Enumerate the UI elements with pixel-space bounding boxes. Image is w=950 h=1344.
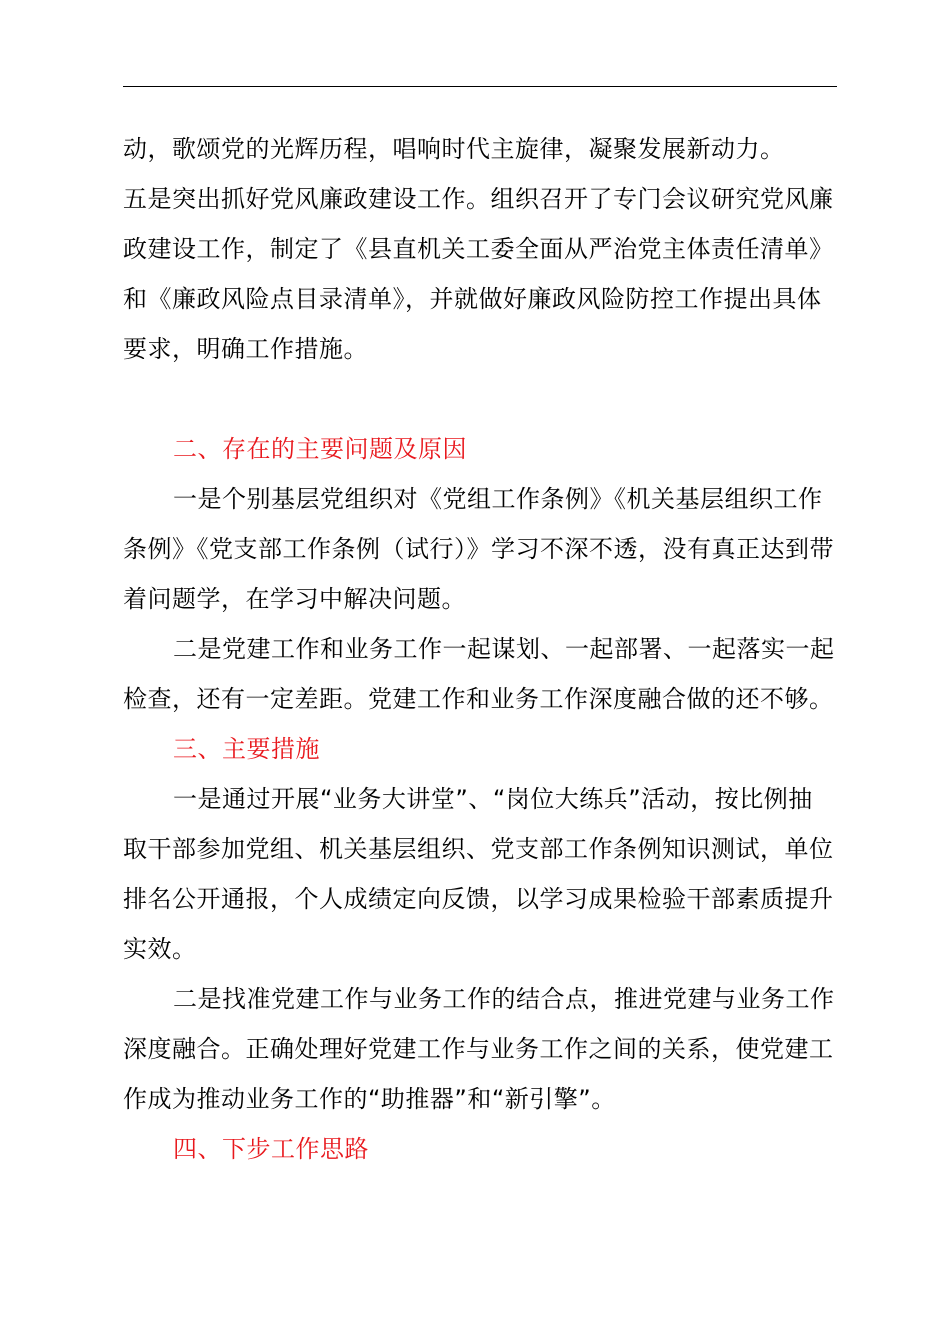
section-heading-problems: 二、存在的主要问题及原因: [173, 435, 467, 463]
section-heading-measures: 三、主要措施: [173, 735, 320, 763]
paragraph-continuation: 动，歌颂党的光辉历程，唱响时代主旋律，凝聚发展新动力。: [123, 135, 785, 163]
section-gap: [123, 374, 837, 424]
document-body: [123, 124, 837, 1174]
header-rule: [123, 86, 837, 87]
paragraph-problem-1: 一是个别基层党组织对《党组工作条例》《机关基层组织工作条例》《党支部工作条例（试行）》学习不深不透，没有真正达到带着问题学，在学习中解决问题。: [123, 485, 834, 613]
paragraph-anti-corruption: 五是突出抓好党风廉政建设工作。组织召开了专门会议研究党风廉政建设工作，制定了《县直机关工委全面从严治党主体责任清单》和《廉政风险点目录清单》，并就做好廉政风险防控工作提出具体要求，明确工作措施。: [123, 185, 834, 363]
section-heading-next-steps: 四、下步工作思路: [173, 1135, 369, 1163]
paragraph-problem-2: 二是党建工作和业务工作一起谋划、一起部署、一起落实一起检查，还有一定差距。党建工作和业务工作深度融合做的还不够。: [123, 635, 835, 713]
paragraph-measure-1: 一是通过开展“业务大讲堂”、“岗位大练兵”活动，按比例抽取干部参加党组、机关基层组织、党支部工作条例知识测试，单位排名公开通报，个人成绩定向反馈，以学习成果检验干部素质提升实效。: [123, 785, 834, 963]
paragraph-measure-2: 二是找准党建工作与业务工作的结合点，推进党建与业务工作深度融合。正确处理好党建工作与业务工作之间的关系，使党建工作成为推动业务工作的“助推器”和“新引擎”。: [123, 985, 835, 1113]
